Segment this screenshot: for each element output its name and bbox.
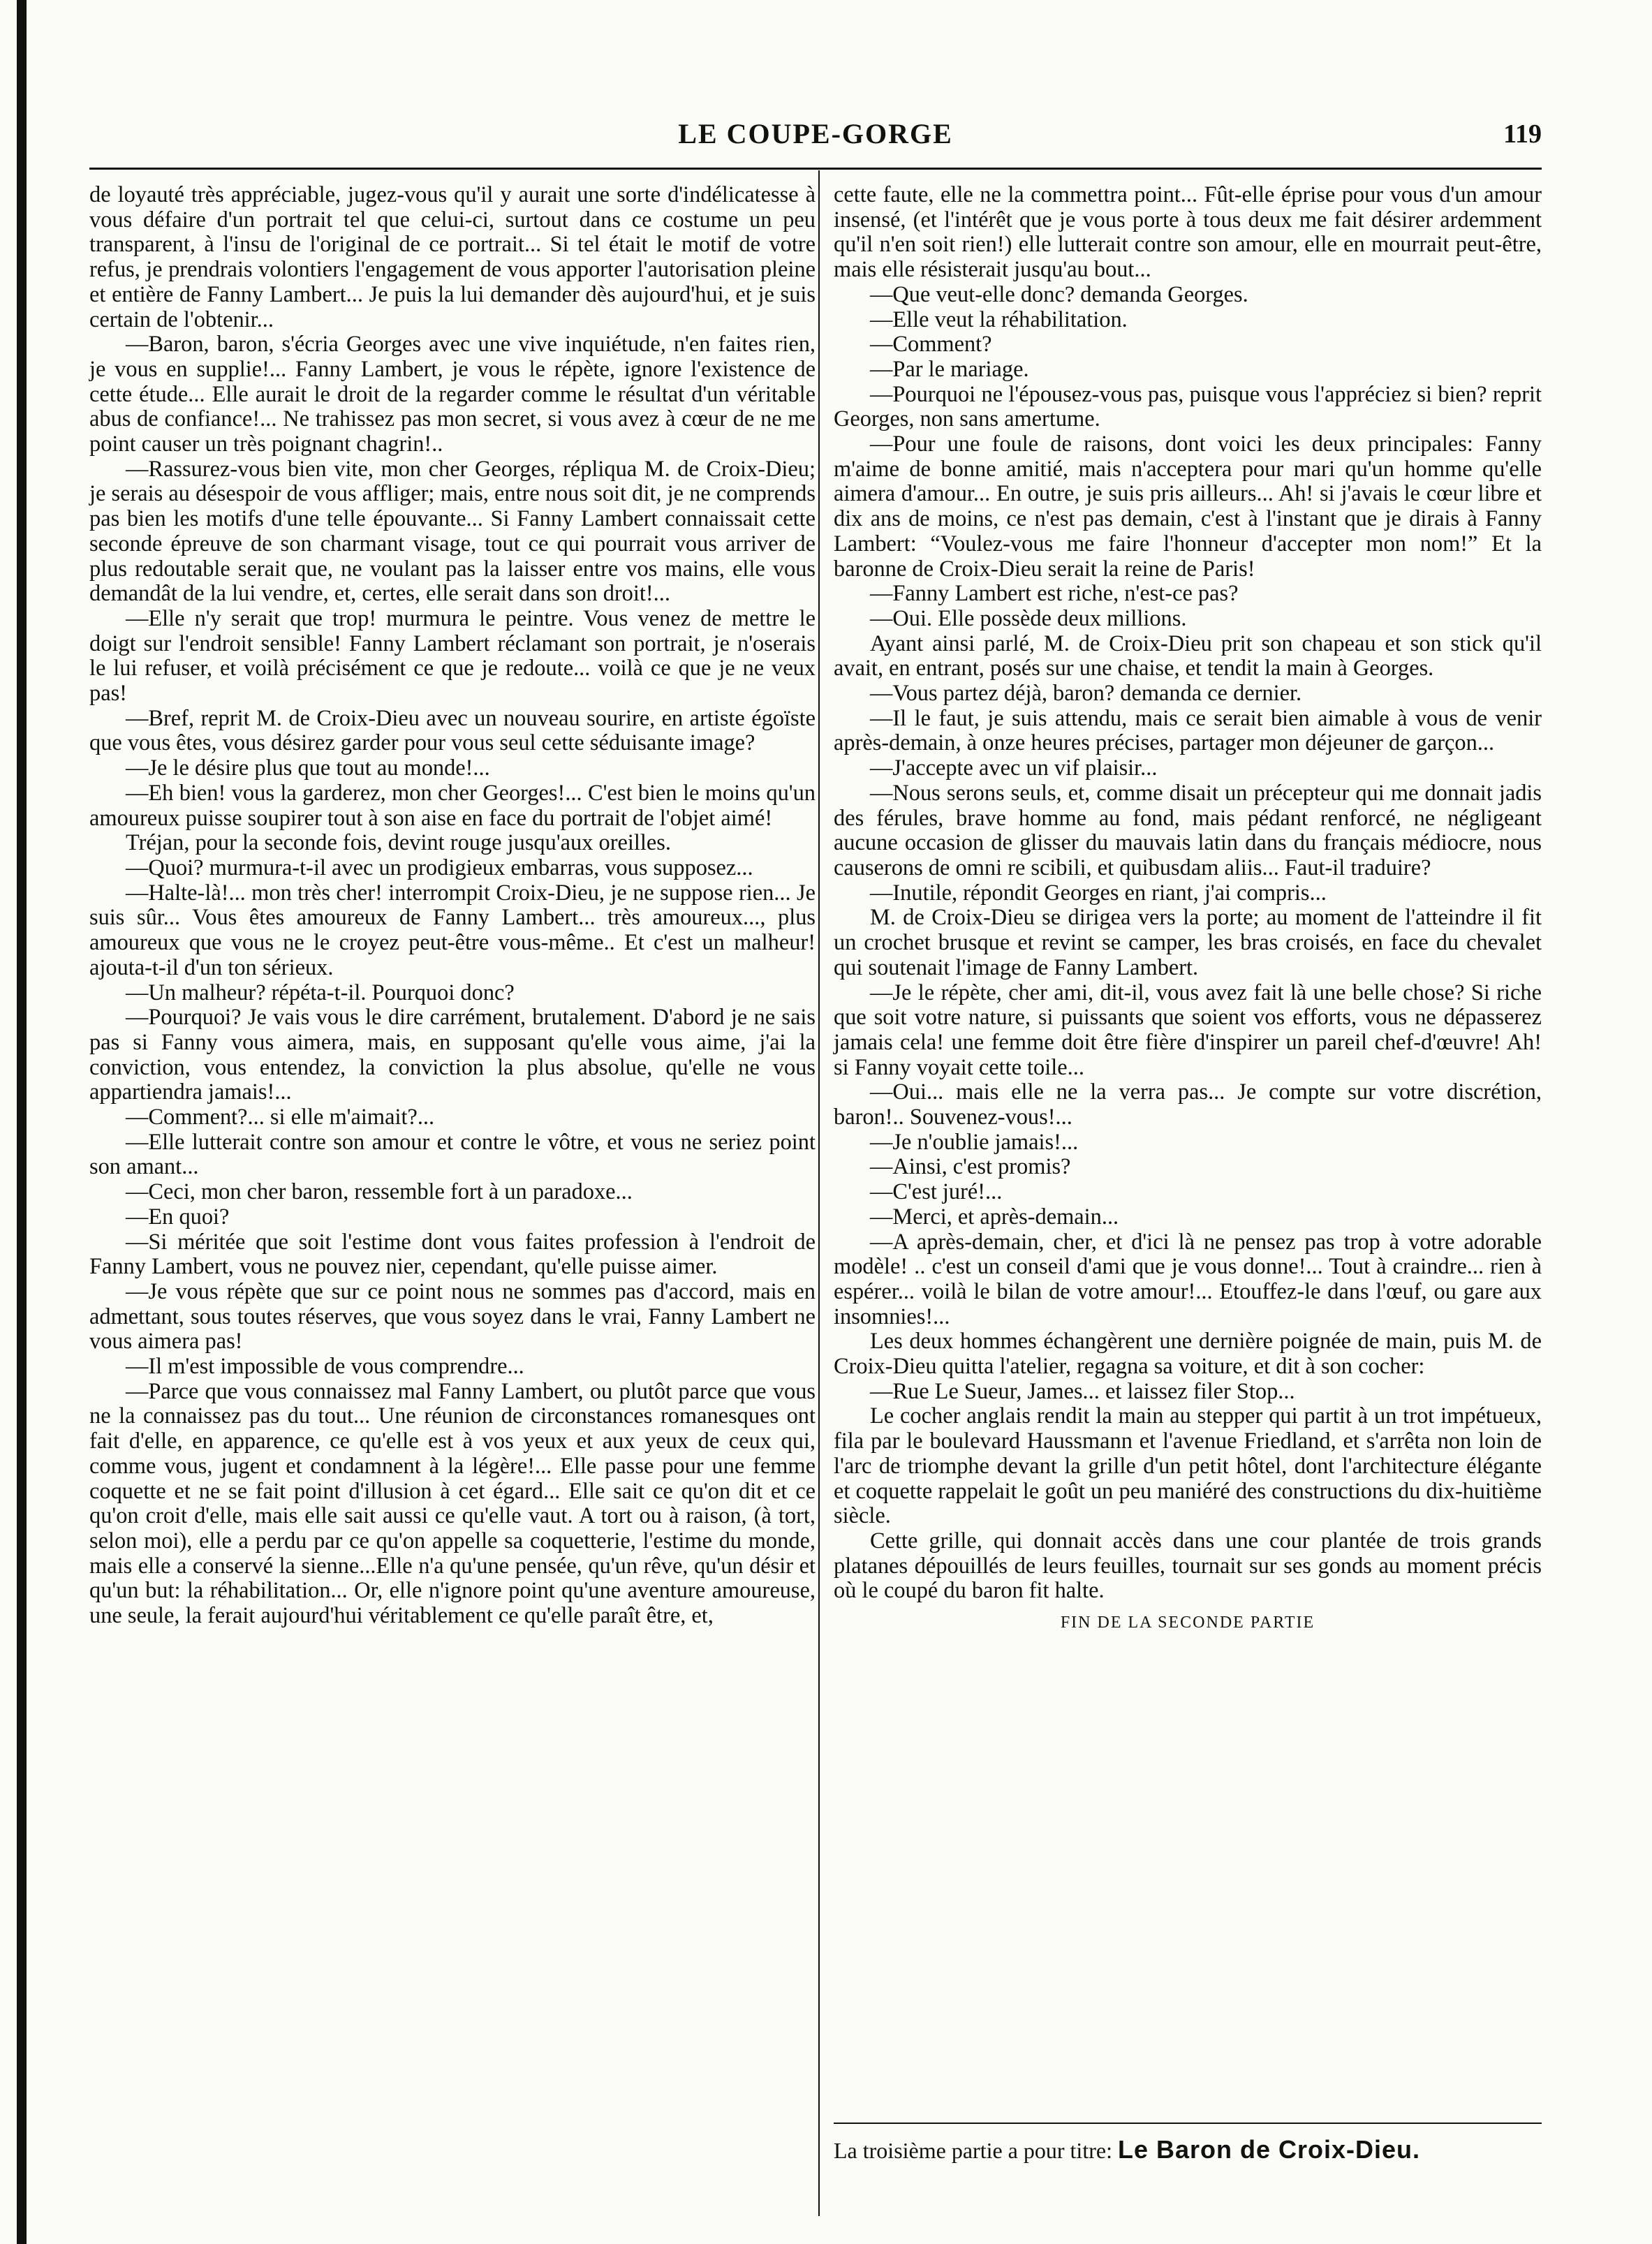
paragraph: —Rue Le Sueur, James... et laissez filer Stop...	[870, 1378, 1295, 1404]
page-binding-edge	[17, 0, 27, 2244]
paragraph: cette faute, elle ne la commettra point... Fût-elle éprise pour vous d'un amour insensé, (et l'intérêt que je vous porte à tous deux me fait désirer ardemment qu'il n'en soit rien!) elle lutterait contre son amour, elle en mourrait peut-être, mais elle résisterait jusqu'au bout...	[834, 182, 1542, 283]
paragraph: —Quoi? murmura-t-il avec un prodigieux embarras, vous supposez...	[126, 855, 753, 880]
paragraph: —Vous partez déjà, baron? demanda ce dernier.	[870, 681, 1302, 707]
paragraph: —J'accepte avec un vif plaisir...	[870, 755, 1158, 781]
paragraph: Tréjan, pour la seconde fois, devint rouge jusqu'aux oreilles.	[126, 830, 671, 856]
paragraph: —Nous serons seuls, et, comme disait un précepteur qui me donnait jadis des férules, brave homme au fond, mais pédant renforcé, ne négligeant aucune occasion de glisser du mauvais latin dans du français médiocre, nous causerons de omni re scibili, et quibusdam aliis... Faut-il traduire?	[834, 780, 1542, 880]
paragraph: —Eh bien! vous la garderez, mon cher Georges!... C'est bien le moins qu'un amoureux puisse soupirer tout à son aise en face du portrait de l'objet aimé!	[89, 780, 816, 831]
paragraph: —Elle n'y serait que trop! murmura le peintre. Vous venez de mettre le doigt sur l'endroit sensible! Fanny Lambert réclamant son portrait, je n'oserais le lui refuser, et voilà précisément ce que je redoute... voilà ce que je ne veux pas!	[89, 605, 816, 707]
paragraph: —Il le faut, je suis attendu, mais ce serait bien aimable à vous de venir après-demain, à onze heures précises, partager mon déjeuner de garçon...	[834, 705, 1542, 756]
paragraph: Les deux hommes échangèrent une dernière poignée de main, puis M. de Croix-Dieu quitta l'atelier, regagna sa voiture, et dit à son cocher:	[834, 1329, 1542, 1380]
next-part-title: Le Baron de Croix-Dieu.	[1117, 2135, 1421, 2164]
running-title: LE COUPE-GORGE	[678, 118, 953, 149]
header-rule	[89, 168, 1542, 170]
page-number: 119	[1503, 119, 1542, 149]
next-part-notice	[834, 2135, 1542, 2164]
paragraph: M. de Croix-Dieu se dirigea vers la porte; au moment de l'atteindre il fit un crochet brusque et revint se camper, les bras croisés, en face du chevalet qui soutenait l'image de Fanny Lambert.	[834, 905, 1542, 980]
paragraph: —Je vous répète que sur ce point nous ne sommes pas d'accord, mais en admettant, sous toutes réserves, que vous soyez dans le vrai, Fanny Lambert ne vous aimera pas!	[89, 1278, 816, 1354]
paragraph: —Rassurez-vous bien vite, mon cher Georges, répliqua M. de Croix-Dieu; je serais au désespoir de vous affliger; mais, entre nous soit dit, je ne comprends pas bien les motifs d'une telle épouvante... Si Fanny Lambert connaissait cette seconde épreuve de son charmant visage, tout ce qui pourrait vous arriver de plus redoutable serait que, ne voulant pas la laisser entre vos mains, elle vous demandât de la lui vendre, et, certes, elle serait dans son droit!...	[89, 456, 816, 607]
paragraph: —Ceci, mon cher baron, ressemble fort à un paradoxe...	[126, 1179, 633, 1205]
footer-rule	[834, 2123, 1542, 2124]
paragraph: —Pour une foule de raisons, dont voici les deux principales: Fanny m'aime de bonne amitié, mais n'acceptera pour mari qu'un homme qu'elle aimera d'amour... En outre, je suis pris ailleurs... Ah! si j'avais le cœur libre et dix ans de moins, ce n'est pas demain, c'est à l'instant que je dirais à Fanny Lambert: “Voulez-vous me faire l'honneur d'accepter mon nom!” Et la baronne de Croix-Dieu serait la reine de Paris!	[834, 431, 1542, 582]
paragraph: —Inutile, répondit Georges en riant, j'ai compris...	[870, 880, 1327, 906]
paragraph: de loyauté très appréciable, jugez-vous qu'il y aurait une sorte d'indélicatesse à vous défaire d'un portrait tel que celui-ci, surtout dans ce costume un peu transparent, à l'insu de l'original de ce portrait... Si tel était le motif de votre refus, je prendrais volontiers l'engagement de vous apporter l'autorisation pleine et entière de Fanny Lambert... Je puis la lui demander dès aujourd'hui, et je suis certain de l'obtenir...	[89, 182, 816, 332]
paragraph: —Un malheur? répéta-t-il. Pourquoi donc?	[126, 980, 515, 1005]
paragraph: —Oui. Elle possède deux millions.	[870, 605, 1187, 631]
paragraph: —Pourquoi ne l'épousez-vous pas, puisque vous l'appréciez si bien? reprit Georges, non sans amertume.	[834, 381, 1542, 432]
paragraph: —Elle lutterait contre son amour et contre le vôtre, et vous ne seriez point son amant...	[89, 1129, 816, 1180]
paragraph: —Oui... mais elle ne la verra pas... Je compte sur votre discrétion, baron!.. Souvenez-vous!...	[834, 1079, 1542, 1130]
paragraph: —Comment?	[870, 332, 992, 357]
paragraph: —C'est juré!...	[870, 1179, 1003, 1205]
paragraph: —Je n'oublie jamais!...	[870, 1129, 1079, 1155]
paragraph: —Fanny Lambert est riche, n'est-ce pas?	[870, 581, 1239, 607]
paragraph: —Parce que vous connaissez mal Fanny Lambert, ou plutôt parce que vous ne la connaissez pas du tout... Une réunion de circonstances romanesques ont fait d'elle, en apparence, ce qu'elle est à vos yeux et aux yeux de ceux qui, comme vous, jugent et condamnent à la légère!... Elle passe pour une femme coquette et ne se fait point d'illusion à cet égard... Elle sait ce qu'on dit et ce qu'on croit d'elle, mais elle sait aussi ce qu'elle vaut. A tort ou à raison, (à tort, selon moi), elle a perdu par ce qu'on appelle sa coquetterie, l'estime du monde, mais elle a conservé la sienne...Elle n'a qu'une pensée, qu'un rêve, qu'un désir et qu'un but: la réhabilitation... Or, elle n'ignore point qu'une aventure amoureuse, une seule, la ferait aujourd'hui véritablement ce qu'elle paraît être, et,	[89, 1378, 816, 1629]
paragraph: —Je le répète, cher ami, dit-il, vous avez fait là une belle chose? Si riche que soit votre nature, si puissants que soient vos efforts, vous ne dépasserez jamais cela! une femme doit être fière d'inspirer un pareil chef-d'œuvre! Ah! si Fanny voyait cette toile...	[834, 980, 1542, 1080]
paragraph: —Halte-là!... mon très cher! interrompit Croix-Dieu, je ne suppose rien... Je suis sûr... Vous êtes amoureux de Fanny Lambert... très amoureux..., plus amoureux que vous ne le croyez peut-être vous-même.. Et c'est un malheur! ajouta-t-il d'un ton sérieux.	[89, 880, 816, 980]
paragraph: —Que veut-elle donc? demanda Georges.	[870, 281, 1248, 307]
paragraph: —Baron, baron, s'écria Georges avec une vive inquiétude, n'en faites rien, je vous en supplie!... Fanny Lambert, je vous le répète, ignore l'existence de cette étude... Elle aurait le droit de la regarder comme le résultat d'un véritable abus de confiance!... Ne trahissez pas mon secret, si vous avez à cœur de ne me point causer un très poignant chagrin!..	[89, 332, 816, 457]
paragraph: —Je le désire plus que tout au monde!...	[126, 755, 490, 781]
paragraph: —Il m'est impossible de vous comprendre...	[126, 1354, 524, 1380]
paragraph: —Si méritée que soit l'estime dont vous faites profession à l'endroit de Fanny Lambert, vous ne pouvez nier, cependant, qu'elle puisse aimer.	[89, 1229, 816, 1280]
left-column	[89, 183, 816, 1629]
part-end-notice: FIN DE LA SECONDE PARTIE	[1060, 1614, 1315, 1632]
right-column-paragraphs	[834, 283, 1542, 1604]
paragraph: Ayant ainsi parlé, M. de Croix-Dieu prit son chapeau et son stick qu'il avait, en entrant, posés sur une chaise, et tendit la main à Georges.	[834, 630, 1542, 681]
paragraph: —En quoi?	[126, 1204, 230, 1230]
paragraph: —Pourquoi? Je vais vous le dire carrément, brutalement. D'abord je ne sais pas si Fanny vous aimera, mais, en supposant qu'elle vous aime, j'ai la conviction, vous entendez, la conviction la plus absolue, qu'elle ne vous appartiendra jamais!...	[89, 1005, 816, 1105]
next-part-lead: La troisième partie a pour titre:	[834, 2138, 1112, 2163]
page-header	[89, 117, 1542, 159]
paragraph: —Bref, reprit M. de Croix-Dieu avec un nouveau sourire, en artiste égoïste que vous êtes, vous désirez garder pour vous seul cette séduisante image?	[89, 705, 816, 756]
paragraph: Le cocher anglais rendit la main au stepper qui partit à un trot impétueux, fila par le boulevard Haussmann et l'avenue Friedland, et s'arrêta non loin de l'arc de triomphe devant la grille d'un petit hôtel, dont l'architecture élégante et coquette rappelait le goût un peu maniéré des constructions du dix-huitième siècle.	[834, 1403, 1542, 1529]
paragraph: —Ainsi, c'est promis?	[870, 1154, 1071, 1180]
right-column	[834, 183, 1542, 1636]
paragraph: —Par le mariage.	[870, 356, 1029, 382]
paragraph: —Comment?... si elle m'aimait?...	[126, 1105, 435, 1130]
paragraph: —Merci, et après-demain...	[870, 1204, 1119, 1230]
paragraph: —Elle veut la réhabilitation.	[870, 307, 1128, 332]
paragraph: —A après-demain, cher, et d'ici là ne pensez pas trop à votre adorable modèle! .. c'est un conseil d'ami que je vous donne!... Tout à craindre... rien à espérer... voilà le bilan de votre amour!... Etouffez-le dans l'œuf, ou gare aux insomnies!...	[834, 1229, 1542, 1329]
paragraph: Cette grille, qui donnait accès dans une cour plantée de trois grands platanes dépouillés de leurs feuilles, tournait sur ses gonds au moment précis où le coupé du baron fit halte.	[834, 1528, 1542, 1604]
column-divider	[818, 170, 820, 2216]
